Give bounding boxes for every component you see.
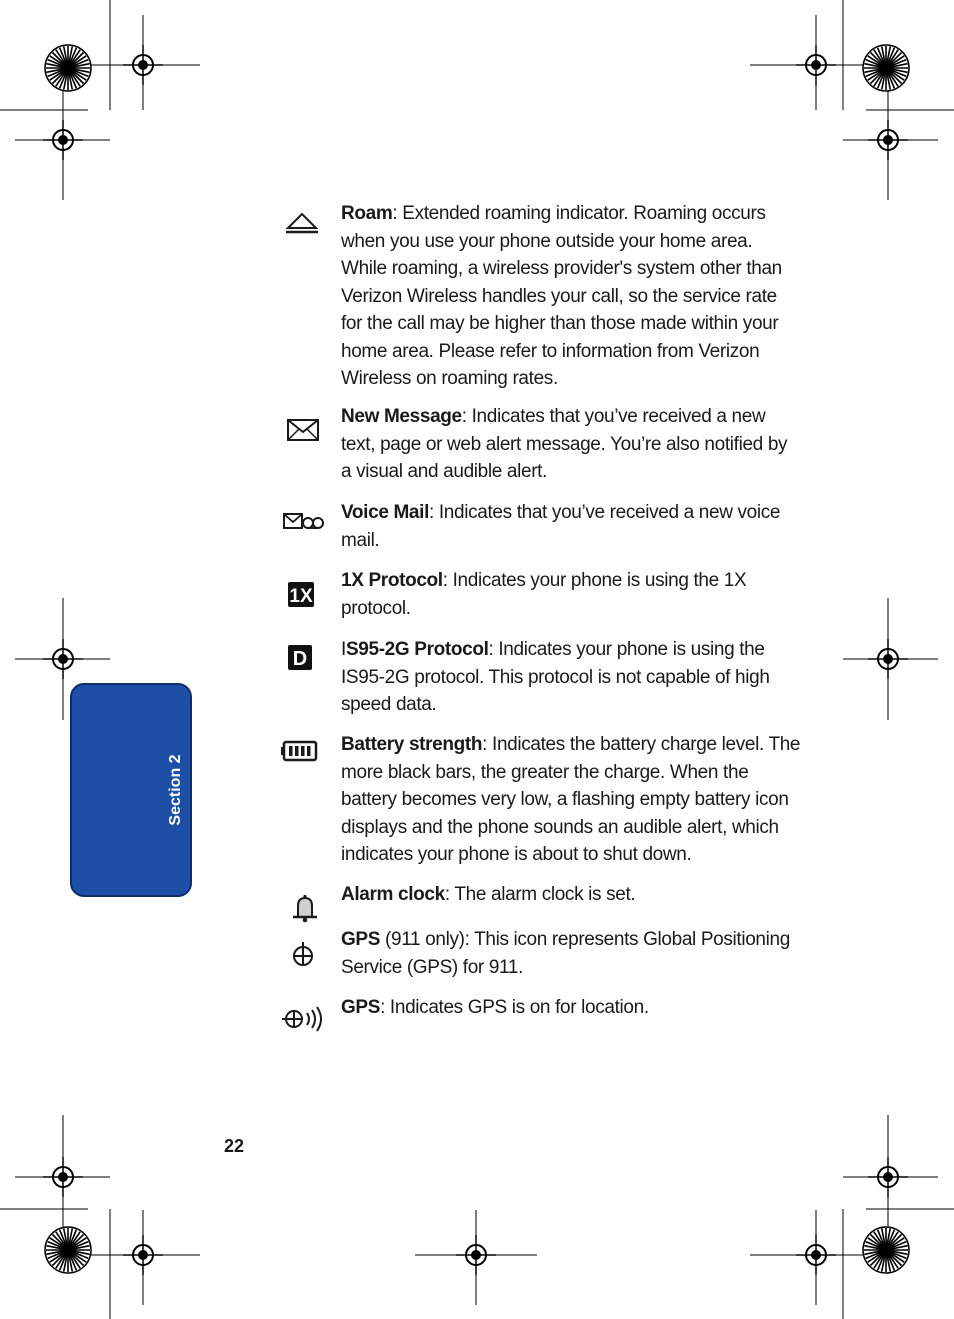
entry-term: Roam bbox=[341, 203, 393, 224]
entry-term: Battery strength bbox=[341, 734, 483, 755]
entry-alarm-clock-text bbox=[341, 881, 801, 909]
entry-gps-911-text bbox=[341, 926, 801, 981]
entry-1x-protocol-text bbox=[341, 567, 801, 622]
entry-battery-strength-text bbox=[341, 731, 801, 869]
page-number: 22 bbox=[224, 1136, 245, 1156]
entry-desc: : Indicates that you’ve received a new text, page or web alert message. You’re also notified by a visual and audible alert. bbox=[341, 406, 788, 482]
entry-desc: : Extended roaming indicator. Roaming occurs when you use your phone outside your home area. While roaming, a wireless provider's system other than Verizon Wireless handles your call, so the service rate for the call may be higher than those made within your home area. Please refer to information from Verizon Wireless on roaming rates. bbox=[341, 203, 782, 389]
roam-triangle-icon bbox=[280, 206, 330, 236]
entry-term: Alarm clock bbox=[341, 884, 445, 905]
entry-gps-location-text bbox=[341, 994, 801, 1022]
entry-roam-text bbox=[341, 200, 801, 393]
entry-desc: : Indicates GPS is on for location. bbox=[380, 997, 649, 1018]
entry-desc: : Indicates that you’ve received a new voice mail. bbox=[341, 502, 781, 551]
bell-icon bbox=[280, 893, 330, 923]
svg-text:1X: 1X bbox=[289, 586, 313, 607]
entry-is95-protocol-text bbox=[341, 636, 801, 719]
gps-911-icon bbox=[280, 940, 330, 970]
voicemail-icon bbox=[280, 505, 330, 535]
entry-term: S95-2G Protocol bbox=[345, 639, 489, 660]
battery-icon bbox=[280, 735, 330, 765]
entry-desc: (911 only): This icon represents Global Positioning Service (GPS) for 911. bbox=[341, 929, 790, 978]
d-protocol-icon bbox=[280, 642, 330, 672]
gps-location-icon bbox=[280, 1004, 330, 1034]
entry-desc: : The alarm clock is set. bbox=[444, 884, 636, 905]
entry-desc: : Indicates your phone is using the 1X protocol. bbox=[341, 570, 747, 619]
entry-new-message-text bbox=[341, 403, 801, 486]
entry-prefix: I bbox=[341, 639, 346, 660]
entry-term: GPS bbox=[341, 997, 381, 1018]
entry-desc: : Indicates your phone is using the IS95-2G protocol. This protocol is not capable of high speed data. bbox=[341, 639, 770, 715]
envelope-icon bbox=[280, 415, 330, 445]
entry-desc: : Indicates the battery charge level. The more black bars, the greater the charge. When the battery becomes very low, a flashing empty battery icon displays and the phone sounds an audible alert, which indicates your phone is about to shut down. bbox=[341, 734, 801, 865]
entry-term: New Message bbox=[341, 406, 462, 427]
entry-term: 1X Protocol bbox=[341, 570, 443, 591]
section-tab-label: Section 2 bbox=[167, 754, 184, 826]
entry-voice-mail-text bbox=[341, 499, 801, 554]
entry-term: Voice Mail bbox=[341, 502, 430, 523]
svg-text:D: D bbox=[292, 648, 308, 670]
entry-term: GPS bbox=[341, 929, 381, 950]
1x-protocol-icon bbox=[280, 579, 330, 609]
